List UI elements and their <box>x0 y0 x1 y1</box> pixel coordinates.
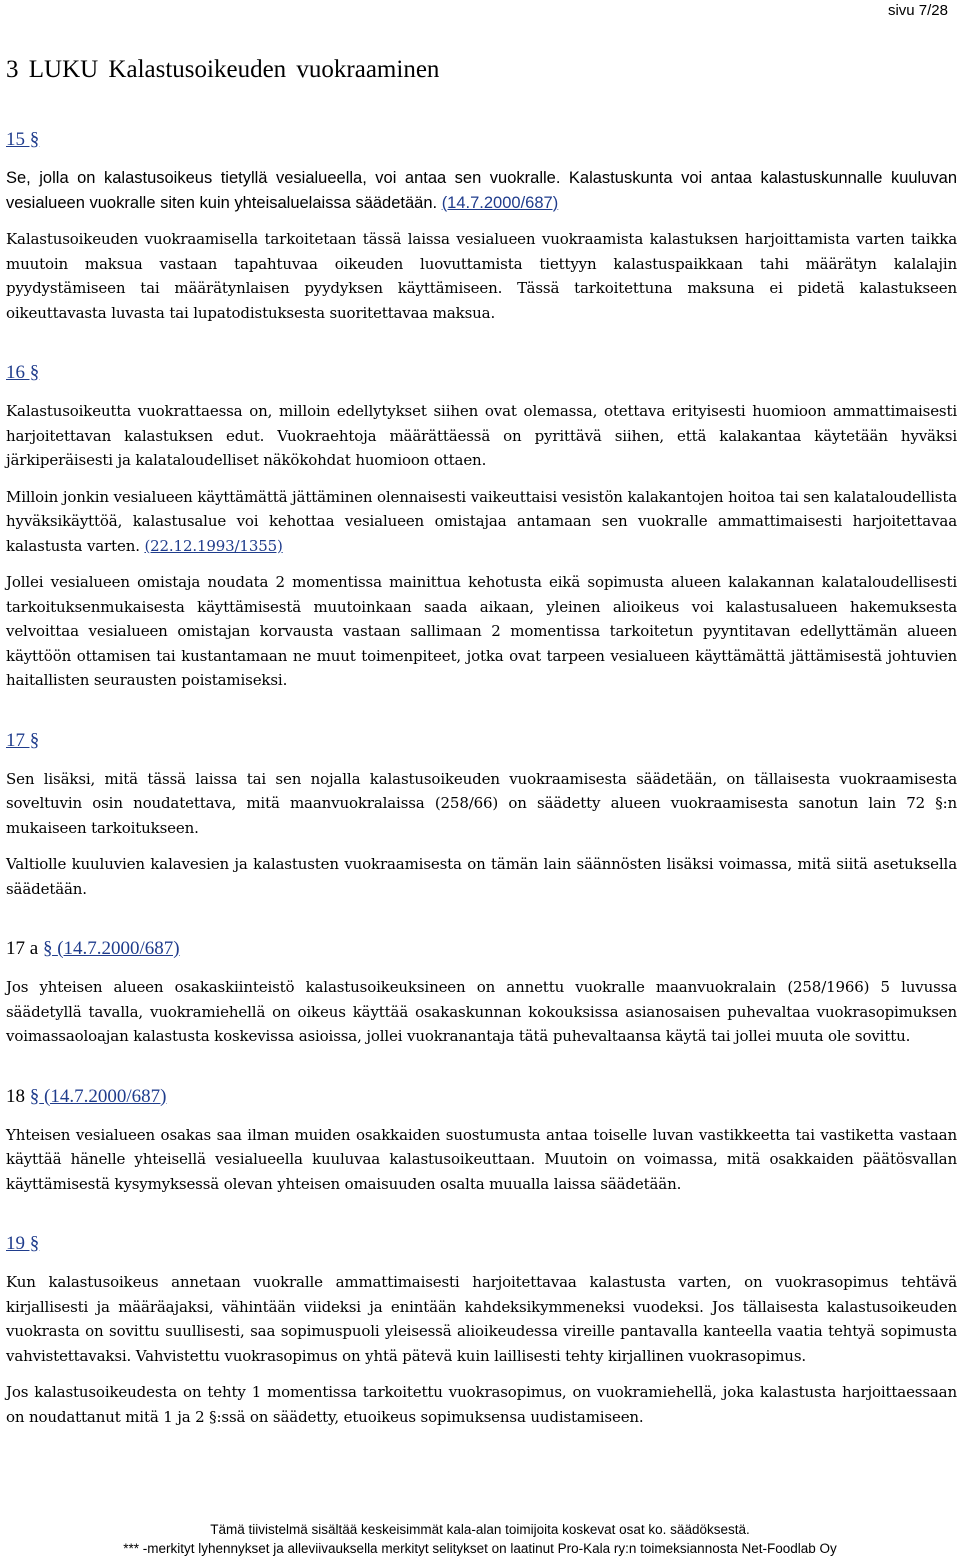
section-17-paragraph-2: Valtiolle kuuluvien kalavesien ja kalastusten vuokraamisesta on tämän lain säännösten lisäksi voimassa, mitä siitä asetuksella säädetään. <box>6 855 957 898</box>
section-16-paragraph-2: Milloin jonkin vesialueen käyttämättä jättäminen olennaisesti vaikeuttaisi vesistön kalakantojen hoitoa tai sen kalataloudellista hyväksikäyttöä, kalastusalue voi kehottaa vesialueen omistajaa antamaan sen vuokralle ammattimaisesti harjoitettavaa kalastusta varten. (22.12.1993/1355) <box>6 487 957 555</box>
footer-line-1: Tämä tiivistelmä sisältää keskeisimmät kala-alan toimijoita koskevat osat ko. säädöksestä. <box>210 1522 750 1537</box>
section-17-paragraph-1: Sen lisäksi, mitä tässä laissa tai sen nojalla kalastusoikeuden vuokraamisesta säädetään, on tällaisesta vuokraamisesta soveltuvin osin noudatettava, mitä maanvuokralaissa (258/66) on säädetty alueen vuokraamisesta sanotun lain 72 §:n mukaiseen tarkoitukseen. <box>6 769 957 837</box>
section-16-heading <box>6 361 957 385</box>
section-19-paragraph-1: Kun kalastusoikeus annetaan vuokralle ammattimaisesti harjoitettavaa kalastusta varten, on vuokrasopimus tehtävä kirjallisesti ja määräajaksi, vähintään viideksi ja enintään kahdeksikymmeneksi vuodeksi. Jos tällaisesta kalastusoikeuden vuokrasta on sovittu suullisesti, saa sopimuspuoli yleisessä alioikeudessa vireille pantavalla kanteella vaatia tehtyä sopimusta vahvistettavaksi. Vahvistettu vuokrasopimus on yhtä pätevä kuin laillisesti tehty kirjallinen vuokrasopimus. <box>6 1273 957 1365</box>
section-16-amendment-link[interactable]: (22.12.1993/1355) <box>144 536 283 555</box>
page-footer <box>0 1520 960 1558</box>
section-19-heading <box>6 1232 957 1256</box>
page-number: sivu 7/28 <box>887 2 948 19</box>
section-16-paragraph-1: Kalastusoikeutta vuokrattaessa on, milloin edellytykset siihen ovat olemassa, otettava erityisesti huomioon ammattimaisesti harjoitettavan kalastuksen edut. Vuokraehtoja määrättäessä on pyrittävä siihen, että kalakantaa käytetään hyväksi järkiperäisesti ja kalataloudelliset näkökohdat huomioon ottaen. <box>6 402 957 469</box>
section-18-link[interactable]: § (14.7.2000/687) <box>29 1085 167 1107</box>
footer-line-2: *** -merkityt lyhennykset ja alleviivauksella merkityt selitykset on laatinut Pro-Kala ry:n toimeksiannosta Net-Foodlab Oy <box>123 1541 837 1556</box>
section-15-paragraph-2: Kalastusoikeuden vuokraamisella tarkoitetaan tässä laissa vesialueen vuokraamista kalastuksen harjoittamista varten taikka muutoin maksua vastaan tapahtuvaa oikeuden luovuttamista tiettyyn kalastuspaikkaan tahi määrätyn kalalajin pyydystämiseen tai määrätynlaisen pyydyksen käyttämiseen. Tässä tarkoitettuna maksuna ei pidetä kalastukseen oikeuttavasta luvasta tai lupatodistuksesta suoritettavaa maksua. <box>6 230 957 322</box>
section-15-link[interactable]: 15 § <box>6 129 40 150</box>
chapter-title: 3 LUKU Kalastusoikeuden vuokraaminen <box>6 56 440 83</box>
section-18-number: 18 <box>6 1085 25 1107</box>
section-16-paragraph-3: Jollei vesialueen omistaja noudata 2 momentissa mainittua kehotusta eikä sopimusta alueen kalakannan kalataloudellisesti tarkoituksenmukaisesta käyttämisestä muutoinkaan saada aikaan, yleinen alioikeus voi kalastusalueen hakemuksesta velvoittaa vesialueen omistajan korvausta vastaan sallimaan 2 momentissa tarkoitetun pyyntitavan edellyttämän alueen käyttöön ottamisen tai kustantamaan ne muut toimenpiteet, jotka ovat tarpeen vesialueen käyttämättä jättämisestä johtuvien haitallisten seurausten poistamiseksi. <box>6 573 957 689</box>
section-15-paragraph-1: Se, jolla on kalastusoikeus tietyllä vesialueella, voi antaa sen vuokralle. Kalastuskunta voi antaa kalastuskunnalle kuuluvan vesialueen vuokralle siten kuin yhteisaluelaissa säädetään. (14.7.2000/687) <box>6 169 957 212</box>
section-19-link[interactable]: 19 § <box>6 1233 40 1254</box>
section-15-amendment-link[interactable]: (14.7.2000/687) <box>441 193 559 212</box>
section-19-paragraph-2: Jos kalastusoikeudesta on tehty 1 momentissa tarkoitettu vuokrasopimus, on vuokramiehellä, joka kalastusta harjoittaessaan on noudattanut mitä 1 ja 2 §:ssä on säädetty, etuoikeus sopimuksensa uudistamiseen. <box>6 1383 957 1426</box>
document-body <box>6 56 957 1441</box>
section-17-link[interactable]: 17 § <box>6 729 40 751</box>
section-17-heading <box>6 729 957 753</box>
section-16-link[interactable]: 16 § <box>6 362 40 383</box>
section-18-heading <box>6 1085 957 1109</box>
section-18-paragraph-1: Yhteisen vesialueen osakas saa ilman muiden osakkaiden suostumusta antaa toiselle luvan vastikkeetta tai vastiketta vastaan käyttää hänelle yhteisellä vesialueella kuuluvaa kalastusoikeuttaan. Muutoin on voimassa, mitä osakkaiden päätösvallan käyttämisestä kysymyksessä olevan yhteisen omaisuuden osalta muualla laissa säädetään. <box>6 1125 957 1193</box>
section-17a-heading <box>6 937 957 961</box>
section-15-heading <box>6 128 957 152</box>
section-17a-link[interactable]: § (14.7.2000/687) <box>42 938 180 959</box>
section-17a-number: 17 a <box>6 938 39 959</box>
section-17a-paragraph-1: Jos yhteisen alueen osakaskiinteistö kalastusoikeuksineen on annettu vuokralle maanvuokralain (258/1966) 5 luvussa säädetyllä tavalla, vuokramiehellä on oikeus käyttää osakaskunnan kokouksissa asianosaisen puhevaltaa vuokrasopimuksen voimassaoloajan kalastusta koskevissa asioissa, jollei vuokranantaja tätä puhevaltaansa käytä tai jollei muuta ole sovittu. <box>6 978 957 1045</box>
